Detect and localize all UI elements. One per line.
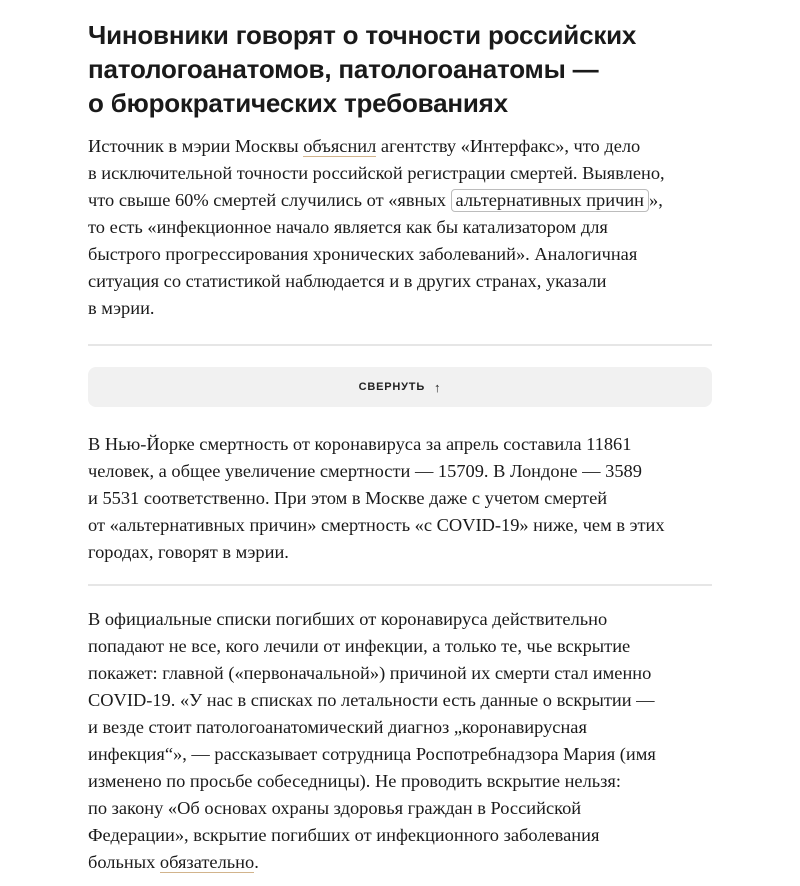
text-fragment: агентству «Интерфакс», что дело [376, 136, 641, 156]
note-alternative-causes[interactable]: альтернативных причин [451, 189, 649, 212]
source-link-explained[interactable]: объяснил [303, 136, 377, 156]
text-line [88, 849, 712, 876]
text-line: и 5531 соответственно. При этом в Москве даже с учетом смертей [88, 488, 608, 508]
text-line: покажет: главной («первоначальной») причиной их смерти стал именно [88, 663, 652, 683]
subtitle-line: Чиновники говорят о точности российских [88, 20, 637, 50]
paragraph-official-lists [88, 606, 712, 876]
paragraph-newyork-london [88, 431, 712, 566]
text-line [88, 187, 712, 214]
text-line: ситуация со статистикой наблюдается и в других странах, указали [88, 271, 607, 291]
collapse-button[interactable] [88, 367, 712, 407]
source-link-mandatory[interactable]: обязательно [159, 852, 255, 872]
divider [88, 584, 712, 586]
text-line: в мэрии. [88, 298, 155, 318]
text-fragment: что свыше 60% смертей случились от «явных [88, 190, 451, 210]
text-line: В Нью-Йорке смертность от коронавируса за апрель составила 11861 [88, 434, 632, 454]
arrow-up-icon: ↑ [434, 379, 442, 395]
text-line: быстрого прогрессирования хронических заболеваний». Аналогичная [88, 244, 638, 264]
collapse-label: СВЕРНУТЬ [358, 381, 426, 393]
subtitle-line: патологоанатомов, патологоанатомы — [88, 54, 599, 84]
text-line: по закону «Об основах охраны здоровья граждан в Российской [88, 798, 582, 818]
section-subtitle [88, 18, 712, 120]
text-line: COVID-19. «У нас в списках по летальности есть данные о вскрытии — [88, 690, 655, 710]
text-line: Федерации», вскрытие погибших от инфекционного заболевания [88, 825, 600, 845]
text-line [88, 133, 712, 160]
text-line: попадают не все, кого лечили от инфекции, а только те, чье вскрытие [88, 636, 631, 656]
paragraph-source-mayor-office [88, 133, 712, 322]
text-line: инфекция“», — рассказывает сотрудница Роспотребнадзора Мария (имя [88, 744, 656, 764]
text-line: в исключительной точности российской регистрации смертей. Выявлено, [88, 163, 665, 183]
text-fragment: больных [88, 852, 160, 872]
text-line: В официальные списки погибших от коронавируса действительно [88, 609, 608, 629]
text-line: изменено по просьбе собеседницы). Не проводить вскрытие нельзя: [88, 771, 621, 791]
text-line: городах, говорят в мэрии. [88, 542, 289, 562]
text-line: от «альтернативных причин» смертность «с COVID-19» ниже, чем в этих [88, 515, 665, 535]
subtitle-line: о бюрократических требованиях [88, 88, 508, 118]
text-line: и везде стоит патологоанатомический диагноз „коронавирусная [88, 717, 587, 737]
text-fragment: », [649, 190, 663, 210]
text-line: человек, а общее увеличение смертности — 15709. В Лондоне — 3589 [88, 461, 642, 481]
divider [88, 344, 712, 346]
text-line: то есть «инфекционное начало является как бы катализатором для [88, 217, 608, 237]
text-fragment: Источник в мэрии Москвы [88, 136, 304, 156]
text-fragment: . [254, 852, 259, 872]
